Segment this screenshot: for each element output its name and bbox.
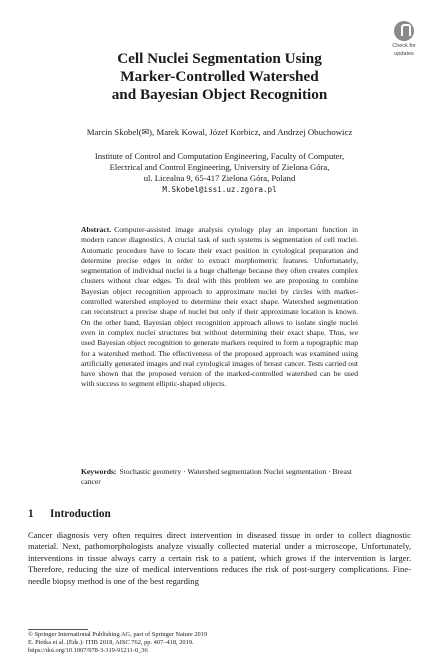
introduction-paragraph: Cancer diagnosis very often requires direct intervention in diseased tissue in order to collect diagnostic material. Next, pathomorphologists analyze visually collected material under a microscope, Unfortunately, interventions in tissue always carry a certain risk to a patient, which grows if the intervention is larger. Therefore, reducing the size of medical interventions reduces the risk of post-surgery complications. Fine-needle biopsy method is one of the best regarding — [28, 530, 411, 586]
affiliation-line-2: Electrical and Control Engineering, University of Zielona Góra, — [109, 162, 330, 172]
copyright-footer — [28, 631, 411, 654]
author-list: Marcin Skobel(✉), Marek Kowal, Józef Korbicz, and Andrzej Obuchowicz — [86, 127, 353, 137]
title-line-3: and Bayesian Object Recognition — [111, 86, 328, 103]
badge-line-1: Check for — [392, 43, 416, 49]
affiliation-line-1: Institute of Control and Computation Engineering, Faculty of Computer, — [94, 151, 345, 161]
keywords-text: Stochastic geometry · Watershed segmentation Nuclei segmentation · Breast cancer — [81, 467, 352, 487]
abstract-heading: Abstract. — [81, 225, 112, 234]
title-line-2: Marker-Controlled Watershed — [120, 68, 319, 85]
abstract-text: Computer-assisted image analysis cytology play an important function in modern cancer diagnostics. A crucial task of such systems is segmentation of cell nuclei. Automatic procedure have to locate their exact position in cytological preparation and determine precise edges in order to extract morphometric features. Unfortunately, segmentation of individual nuclei is a huge challenge because they often creates complex clusters without clear edges. To deal with this problem we are proposing to combine Bayesian object recognition approach to approximate nuclei by circles with marker-controlled watershed employed to determine their exact shape. Watershed segmentation can reconstruct a precise shape of nuclei but only if their approximate location is known. On the other hand, Bayesian object recognition approach allows to isolate single nuclei even in complex nuclei structures but without determining their exact shape. Thus, we used Bayesian object recognition to generate markers required to form a topographic map for a watershed method. The effectiveness of the proposed approach was examined using artificially generated images and real cytological images of breast cancer. Tests carried out have shown that the proposed version of the marked-controlled watershed can be used with success to segment elliptic-shaped objects. — [81, 225, 358, 389]
footnote-divider — [28, 629, 88, 630]
footer-copyright: © Springer International Publishing AG, part of Springer Nature 2019 — [28, 631, 208, 638]
paper-title — [40, 50, 399, 104]
abstract — [81, 225, 358, 390]
affiliation — [40, 151, 399, 195]
footer-citation: E. Pietka et al. (Eds.): ITIB 2018, AISC 762, pp. 407–418, 2019. — [28, 638, 194, 646]
bookmark-icon — [394, 21, 414, 41]
affiliation-line-3: ul. Licealna 9, 65-417 Zielona Góra, Poland — [143, 173, 296, 183]
author-email[interactable]: M.Skobel@issi.uz.zgora.pl — [162, 185, 277, 194]
keywords-heading: Keywords: — [81, 467, 117, 476]
section-heading — [28, 507, 111, 521]
title-line-1: Cell Nuclei Segmentation Using — [117, 50, 322, 67]
keywords — [81, 467, 358, 488]
section-number: 1 — [28, 508, 34, 520]
footer-doi-link[interactable]: https://doi.org/10.1007/978-3-319-91211-0_36 — [28, 646, 148, 654]
section-title: Introduction — [50, 508, 111, 520]
badge-line-2: updates — [394, 51, 414, 57]
